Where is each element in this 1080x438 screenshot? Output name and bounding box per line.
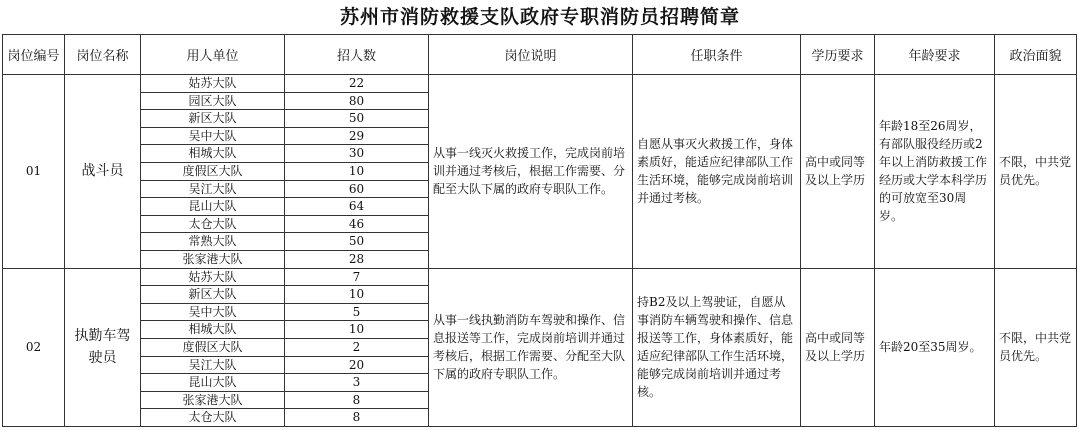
unit-cell: 姑苏大队 — [141, 268, 285, 286]
unit-cell: 度假区大队 — [141, 162, 285, 180]
position-name: 执勤车驾驶员 — [65, 268, 141, 426]
count-cell: 64 — [285, 198, 429, 216]
header-cell: 岗位编号 — [3, 35, 65, 75]
political-requirement: 不限，中共党员优先。 — [995, 268, 1077, 426]
count-cell: 8 — [285, 409, 429, 427]
header-cell: 用人单位 — [141, 35, 285, 75]
position-requirements: 持B2及以上驾驶证，自愿从事消防车辆驾驶和操作、信息报送等工作，身体素质好，能适应纪律部队工作生活环境，能够完成岗前培训并通过考核。 — [633, 268, 801, 426]
count-cell: 30 — [285, 145, 429, 163]
position-description: 从事一线执勤消防车驾驶和操作、信息报送等工作，完成岗前培训并通过考核后，根据工作需要、分配至大队下属的政府专职队工作。 — [429, 268, 633, 426]
count-cell: 10 — [285, 286, 429, 304]
unit-cell: 吴江大队 — [141, 180, 285, 198]
position-id: 02 — [3, 268, 65, 426]
age-requirement: 年龄20至35周岁。 — [875, 268, 995, 426]
unit-cell: 常熟大队 — [141, 233, 285, 251]
count-cell: 22 — [285, 75, 429, 93]
count-cell: 20 — [285, 356, 429, 374]
count-cell: 50 — [285, 110, 429, 128]
unit-cell: 姑苏大队 — [141, 75, 285, 93]
header-row — [3, 35, 1077, 75]
unit-cell: 昆山大队 — [141, 198, 285, 216]
political-requirement: 不限，中共党员优先。 — [995, 75, 1077, 269]
header-cell: 政治面貌 — [995, 35, 1077, 75]
count-cell: 60 — [285, 180, 429, 198]
table-row — [3, 268, 1077, 286]
position-name: 战斗员 — [65, 75, 141, 269]
count-cell: 80 — [285, 92, 429, 110]
unit-cell: 相城大队 — [141, 145, 285, 163]
unit-cell: 新区大队 — [141, 110, 285, 128]
unit-cell: 张家港大队 — [141, 250, 285, 268]
count-cell: 2 — [285, 338, 429, 356]
position-requirements: 自愿从事灭火救援工作，身体素质好，能适应纪律部队工作生活环境，能够完成岗前培训并通过考核。 — [633, 75, 801, 269]
unit-cell: 吴中大队 — [141, 303, 285, 321]
count-cell: 8 — [285, 391, 429, 409]
page-title: 苏州市消防救援支队政府专职消防员招聘简章 — [339, 6, 740, 28]
unit-cell: 度假区大队 — [141, 338, 285, 356]
unit-cell: 相城大队 — [141, 321, 285, 339]
unit-cell: 昆山大队 — [141, 374, 285, 392]
count-cell: 10 — [285, 321, 429, 339]
unit-cell: 太仓大队 — [141, 409, 285, 427]
count-cell: 29 — [285, 127, 429, 145]
header-cell: 岗位名称 — [65, 35, 141, 75]
unit-cell: 太仓大队 — [141, 215, 285, 233]
education-requirement: 高中或同等及以上学历 — [801, 268, 875, 426]
count-cell: 7 — [285, 268, 429, 286]
header-cell: 招人数 — [285, 35, 429, 75]
count-cell: 3 — [285, 374, 429, 392]
position-description: 从事一线灭火救援工作，完成岗前培训并通过考核后，根据工作需要、分配至大队下属的政府专职队工作。 — [429, 75, 633, 269]
count-cell: 10 — [285, 162, 429, 180]
table-row — [3, 75, 1077, 93]
header-cell: 任职条件 — [633, 35, 801, 75]
education-requirement: 高中或同等及以上学历 — [801, 75, 875, 269]
unit-cell: 新区大队 — [141, 286, 285, 304]
count-cell: 46 — [285, 215, 429, 233]
position-id: 01 — [3, 75, 65, 269]
recruitment-table — [2, 34, 1077, 427]
header-cell: 学历要求 — [801, 35, 875, 75]
count-cell: 28 — [285, 250, 429, 268]
count-cell: 5 — [285, 303, 429, 321]
unit-cell: 园区大队 — [141, 92, 285, 110]
unit-cell: 吴中大队 — [141, 127, 285, 145]
count-cell: 50 — [285, 233, 429, 251]
header-cell: 岗位说明 — [429, 35, 633, 75]
unit-cell: 吴江大队 — [141, 356, 285, 374]
age-requirement: 年龄18至26周岁，有部队服役经历或2年以上消防救援工作经历或大学本科学历的可放宽至30周岁。 — [875, 75, 995, 269]
header-cell: 年龄要求 — [875, 35, 995, 75]
unit-cell: 张家港大队 — [141, 391, 285, 409]
